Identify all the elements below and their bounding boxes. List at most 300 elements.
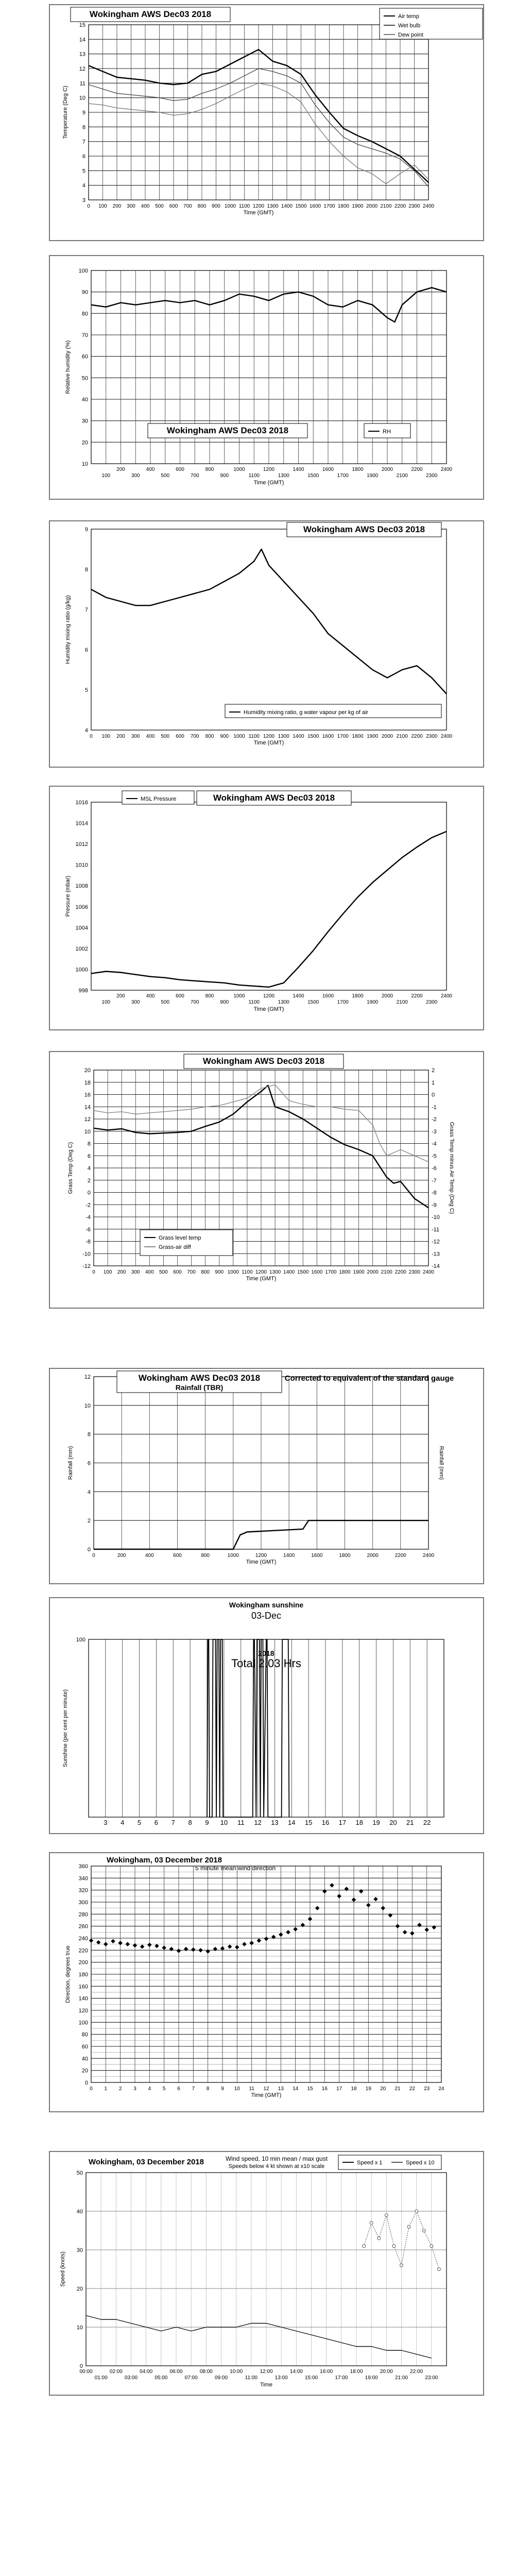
data-point [315, 1906, 319, 1910]
x-tick-label: 00:00 [79, 2369, 93, 2375]
x-tick-label: 1500 [307, 999, 319, 1005]
x-tick-label: 400 [141, 204, 150, 209]
data-point [396, 1924, 400, 1928]
year-label: 2018 [258, 1649, 274, 1657]
x-tick-label: 100 [101, 473, 111, 479]
chart-title: Wokingham AWS Dec03 2018 [303, 524, 425, 534]
y-tick-label: 1000 [75, 967, 88, 973]
x-tick-label: 08:00 [199, 2369, 213, 2375]
x-tick-label: 2400 [440, 734, 453, 739]
y-tick-label: 360 [78, 1863, 88, 1870]
x-tick-label: 1900 [367, 473, 379, 479]
x-tick-label: 800 [197, 204, 207, 209]
x-tick-label: 1100 [248, 999, 260, 1005]
x-tick-label: 500 [159, 1269, 168, 1275]
x-tick-label: 1400 [283, 1269, 295, 1275]
x-tick-label: 600 [173, 1553, 182, 1558]
x-tick-label: 800 [201, 1269, 210, 1275]
data-point [286, 1930, 290, 1934]
x-tick-label: 1800 [337, 204, 350, 209]
x-tick-label: 1500 [307, 473, 319, 479]
y-right-tick-label: 2 [432, 1067, 435, 1074]
data-point [400, 2264, 403, 2267]
x-tick-label: 600 [176, 993, 184, 999]
y-tick-label: 1016 [75, 800, 88, 806]
y-tick-label: 6 [87, 1153, 91, 1160]
x-tick-label: 1800 [339, 1553, 351, 1558]
x-tick-label: 3 [133, 2086, 136, 2092]
wind-direction-chart [50, 1853, 483, 2111]
x-tick-label: 400 [145, 1269, 154, 1275]
y-tick-label: 120 [78, 2008, 88, 2014]
x-tick-label: 2400 [440, 993, 453, 999]
x-tick-label: 1700 [325, 1269, 337, 1275]
x-tick-label: 03:00 [124, 2375, 138, 2381]
data-point [381, 1906, 385, 1910]
y-tick-label: -2 [85, 1202, 91, 1209]
y-tick-label: 220 [78, 1947, 88, 1954]
chart-panel-rainfall [49, 1368, 484, 1584]
y-axis-title: Speed (knots) [60, 2251, 66, 2287]
data-point [345, 1887, 349, 1891]
x-tick-label: 1100 [248, 734, 260, 739]
x-tick-label: 1200 [255, 1553, 267, 1558]
y-tick-label: 10 [84, 1128, 91, 1135]
x-tick-label: 1100 [242, 1269, 253, 1275]
x-tick-label: 13 [271, 1819, 279, 1826]
chart-panel-humidity [49, 255, 484, 500]
x-tick-label: 20:00 [380, 2369, 393, 2375]
x-tick-label: 100 [101, 734, 111, 739]
data-point [363, 2245, 366, 2248]
y-tick-label: 40 [76, 2209, 83, 2215]
y-tick-label: 4 [84, 727, 88, 734]
x-tick-label: 2000 [367, 1269, 379, 1275]
x-tick-label: 16 [321, 2086, 328, 2092]
y-tick-label: 9 [82, 110, 85, 116]
x-tick-label: 1200 [252, 204, 265, 209]
x-tick-label: 0 [90, 734, 93, 739]
x-tick-label: 18 [355, 1819, 363, 1826]
y-tick-label: 180 [78, 1972, 88, 1978]
x-tick-label: 13:00 [274, 2375, 288, 2381]
y-tick-label: 160 [78, 1984, 88, 1990]
data-point [228, 1944, 232, 1948]
data-point [403, 1930, 407, 1934]
y-tick-label: 8 [84, 567, 88, 573]
data-point [205, 1949, 210, 1953]
y-tick-label: 0 [84, 2080, 88, 2086]
y-tick-label: 16 [84, 1092, 91, 1098]
x-tick-label: 1400 [283, 1553, 295, 1558]
y-tick-label: 30 [81, 418, 88, 425]
series-line [86, 2316, 432, 2359]
y-right-tick-label: -14 [432, 1263, 440, 1269]
x-tick-label: 700 [183, 204, 192, 209]
x-tick-label: 0 [87, 204, 90, 209]
humidity-chart [50, 256, 483, 499]
data-point [417, 1923, 421, 1927]
y-tick-label: 12 [84, 1374, 91, 1380]
x-tick-label: 500 [155, 204, 164, 209]
chart-subtitle: 03-Dec [251, 1611, 282, 1621]
x-tick-label: 07:00 [184, 2375, 198, 2381]
y-tick-label: 260 [78, 1923, 88, 1930]
x-tick-label: 700 [187, 1269, 196, 1275]
x-tick-label: 23 [424, 2086, 430, 2092]
data-point [422, 2229, 425, 2232]
x-axis-title: Time [260, 2382, 273, 2388]
data-point [126, 1942, 130, 1946]
x-tick-label: 500 [161, 999, 170, 1005]
chart-note: Corrected to equivalent of the standard gauge [284, 1374, 454, 1383]
x-tick-label: 1100 [248, 473, 260, 479]
x-tick-label: 1500 [295, 204, 307, 209]
x-axis-title: Time (GMT) [243, 210, 274, 216]
data-point [407, 2225, 410, 2228]
x-tick-label: 9 [221, 2086, 224, 2092]
x-tick-label: 1000 [233, 734, 245, 739]
x-tick-label: 600 [176, 734, 184, 739]
y-tick-label: 340 [78, 1875, 88, 1882]
data-point [301, 1923, 305, 1927]
x-tick-label: 2000 [381, 993, 393, 999]
y-tick-label: 5 [84, 687, 88, 693]
x-tick-label: 0 [92, 1269, 95, 1275]
legend-box [140, 1230, 233, 1256]
y-right-tick-label: -5 [432, 1153, 437, 1160]
y-tick-label: 6 [82, 154, 85, 160]
x-tick-label: 2100 [396, 734, 408, 739]
x-tick-label: 16:00 [320, 2369, 333, 2375]
data-point [111, 1939, 115, 1943]
y-tick-label: 4 [87, 1489, 91, 1496]
y-right-tick-label: -6 [432, 1165, 437, 1172]
y-tick-label: 200 [78, 1959, 88, 1966]
legend-label: Dew point [398, 32, 423, 38]
x-tick-label: 19 [372, 1819, 380, 1826]
x-tick-label: 8 [188, 1819, 192, 1826]
chart-subtitle: Wind speed, 10 min mean / max gust [225, 2155, 328, 2162]
data-point [96, 1940, 100, 1944]
x-tick-label: 400 [146, 467, 155, 472]
x-tick-label: 1300 [269, 1269, 281, 1275]
data-point [118, 1941, 122, 1945]
x-tick-label: 500 [161, 473, 170, 479]
y-tick-label: 14 [84, 1104, 91, 1111]
x-tick-label: 17:00 [335, 2375, 348, 2381]
data-point [140, 1944, 144, 1948]
data-point [424, 1927, 428, 1931]
y-axis-title: Grass Temp (Deg C) [67, 1142, 74, 1194]
chart-panel-mixing-ratio [49, 520, 484, 768]
chart-subtitle: 5 minute mean wind direction [195, 1865, 276, 1872]
chart-title: Wokingham AWS Dec03 2018 [213, 793, 335, 803]
data-point [242, 1942, 246, 1946]
x-tick-label: 1600 [322, 467, 334, 472]
y-tick-label: 2 [87, 1177, 91, 1184]
y-tick-label: 60 [81, 353, 88, 360]
y-tick-label: 1008 [75, 883, 88, 890]
x-tick-label: 3 [104, 1819, 108, 1826]
y-tick-label: 0 [87, 1190, 91, 1196]
y-tick-label: 300 [78, 1900, 88, 1906]
data-point [388, 1913, 392, 1917]
x-tick-label: 1500 [307, 734, 319, 739]
x-tick-label: 10 [220, 1819, 228, 1826]
x-tick-label: 23:00 [425, 2375, 438, 2381]
x-axis-title: Time (GMT) [253, 740, 284, 746]
x-tick-label: 1900 [367, 734, 379, 739]
x-tick-label: 300 [131, 734, 140, 739]
y-tick-label: 8 [87, 1141, 91, 1147]
x-tick-label: 1700 [337, 999, 349, 1005]
x-tick-label: 04:00 [140, 2369, 153, 2375]
x-tick-label: 200 [112, 204, 122, 209]
y-tick-label: 320 [78, 1887, 88, 1894]
x-tick-label: 1600 [309, 204, 321, 209]
x-tick-label: 2200 [394, 1553, 406, 1558]
x-tick-label: 17 [338, 1819, 347, 1826]
x-tick-label: 21 [406, 1819, 414, 1826]
x-tick-label: 24 [438, 2086, 444, 2092]
x-tick-label: 2300 [426, 999, 438, 1005]
x-tick-label: 1300 [267, 204, 279, 209]
x-tick-label: 2000 [366, 204, 378, 209]
data-point [330, 1883, 334, 1887]
chart-title: Wokingham sunshine [229, 1601, 304, 1609]
x-tick-label: 19 [365, 2086, 371, 2092]
y-tick-label: 20 [81, 439, 88, 446]
data-point [279, 1933, 283, 1937]
y-tick-label: 70 [81, 332, 88, 338]
x-tick-label: 2200 [411, 467, 423, 472]
x-tick-label: 5 [162, 2086, 166, 2092]
x-tick-label: 1200 [255, 1269, 267, 1275]
data-point [437, 2268, 440, 2271]
data-point [191, 1947, 195, 1952]
x-tick-label: 200 [116, 467, 125, 472]
y-tick-label: 0 [79, 2363, 83, 2369]
y-tick-label: 15 [79, 22, 85, 28]
y-tick-label: 7 [84, 607, 88, 613]
y-tick-label: 6 [87, 1460, 91, 1467]
x-axis-title: Time (GMT) [251, 2092, 282, 2098]
data-point [154, 1944, 159, 1948]
x-axis-title: Time (GMT) [253, 480, 284, 486]
x-tick-label: 15 [304, 1819, 313, 1826]
y-tick-label: 40 [81, 397, 88, 403]
data-point [271, 1935, 276, 1939]
x-tick-label: 1900 [367, 999, 379, 1005]
x-tick-label: 2400 [440, 467, 453, 472]
legend-label: Air temp [398, 13, 419, 20]
y-tick-label: 20 [81, 2067, 88, 2074]
x-tick-label: 22:00 [410, 2369, 423, 2375]
data-point [264, 1937, 268, 1941]
y-right-tick-label: -11 [432, 1226, 440, 1233]
x-tick-label: 1200 [263, 467, 275, 472]
x-tick-label: 700 [190, 734, 199, 739]
y-right-axis-title: Grass Temp minus Air Temp (Deg C) [449, 1122, 455, 1214]
x-axis-title: Time (GMT) [246, 1276, 277, 1282]
chart-panel-pressure [49, 786, 484, 1030]
chart-title: Wokingham AWS Dec03 2018 [166, 426, 289, 435]
y-tick-label: 8 [87, 1431, 91, 1438]
y-right-tick-label: -7 [432, 1177, 437, 1184]
y-tick-label: 5 [82, 168, 85, 175]
y-tick-label: 20 [76, 2286, 83, 2292]
x-tick-label: 10 [234, 2086, 240, 2092]
x-tick-label: 100 [98, 204, 107, 209]
y-tick-label: 1002 [75, 945, 88, 952]
data-point [308, 1917, 312, 1921]
sunshine-chart [50, 1598, 483, 1833]
data-point [430, 2245, 433, 2248]
chart-subtitle: Rainfall (TBR) [175, 1383, 224, 1392]
y-right-tick-label: -4 [432, 1141, 437, 1147]
x-tick-label: 2200 [394, 1269, 406, 1275]
data-point [249, 1941, 253, 1945]
data-point [385, 2214, 388, 2217]
x-tick-label: 2200 [394, 204, 406, 209]
data-point [257, 1938, 261, 1942]
x-tick-label: 1500 [297, 1269, 309, 1275]
legend-label: Wet bulb [398, 23, 421, 29]
x-tick-label: 19:00 [365, 2375, 378, 2381]
y-right-tick-label: -2 [432, 1116, 437, 1123]
y-tick-label: 1014 [75, 820, 88, 827]
data-point [169, 1947, 174, 1951]
x-tick-label: 1600 [322, 993, 334, 999]
x-tick-label: 900 [215, 1269, 224, 1275]
y-tick-label: -10 [82, 1251, 91, 1258]
y-tick-label: 100 [76, 1637, 85, 1643]
y-tick-label: 2 [87, 1518, 91, 1524]
series-line [91, 549, 447, 694]
chart-title: Wokingham AWS Dec03 2018 [202, 1056, 325, 1066]
y-tick-label: 3 [82, 197, 85, 204]
x-tick-label: 2100 [396, 473, 408, 479]
x-tick-label: 700 [190, 999, 199, 1005]
chart-title: Wokingham AWS Dec03 2018 [138, 1373, 261, 1383]
x-tick-label: 6 [154, 1819, 159, 1826]
x-tick-label: 1700 [337, 473, 349, 479]
x-tick-label: 200 [117, 1553, 126, 1558]
x-tick-label: 16 [321, 1819, 330, 1826]
data-point [415, 2210, 418, 2213]
x-tick-label: 2100 [396, 999, 408, 1005]
x-tick-label: 1200 [263, 734, 275, 739]
y-right-axis-title: Rainfall (mm) [438, 1446, 444, 1480]
y-tick-label: 0 [87, 1547, 91, 1553]
data-point [293, 1927, 297, 1931]
x-tick-label: 1400 [293, 734, 304, 739]
x-tick-label: 1700 [323, 204, 335, 209]
y-tick-label: 280 [78, 1911, 88, 1918]
data-point [352, 1897, 356, 1902]
y-tick-label: -6 [85, 1226, 91, 1233]
data-point [213, 1947, 217, 1951]
x-tick-label: 2100 [380, 204, 392, 209]
x-tick-label: 1600 [311, 1269, 323, 1275]
legend-label: MSL Pressure [141, 796, 177, 802]
x-tick-label: 1400 [293, 467, 304, 472]
x-tick-label: 800 [205, 467, 214, 472]
x-tick-label: 01:00 [94, 2375, 108, 2381]
x-tick-label: 100 [103, 1269, 112, 1275]
data-point [370, 2222, 373, 2225]
chart-panel-sunshine [49, 1597, 484, 1834]
x-tick-label: 12:00 [260, 2369, 273, 2375]
x-tick-label: 1300 [278, 473, 289, 479]
wind-speed-chart [50, 2152, 483, 2395]
y-axis-title: Rainfall (mm) [67, 1446, 74, 1480]
x-tick-label: 600 [176, 467, 184, 472]
x-tick-label: 1400 [281, 204, 293, 209]
x-tick-label: 2000 [381, 734, 393, 739]
y-tick-label: 10 [79, 95, 85, 101]
y-tick-label: 1010 [75, 862, 88, 869]
x-tick-label: 11 [237, 1819, 245, 1826]
x-tick-label: 10:00 [230, 2369, 243, 2375]
y-right-tick-label: -10 [432, 1214, 440, 1221]
x-tick-label: 14 [293, 2086, 299, 2092]
chart-panel-temperature [49, 4, 484, 241]
x-tick-label: 900 [220, 473, 229, 479]
legend-label: Humidity mixing ratio, g water vapour per kg of air [244, 709, 369, 716]
x-tick-label: 1400 [293, 993, 304, 999]
x-tick-label: 800 [205, 993, 214, 999]
x-tick-label: 18:00 [350, 2369, 363, 2375]
x-tick-label: 2300 [426, 473, 438, 479]
chart-panel-wind-speed [49, 2151, 484, 2396]
total-label: Total 2.03 Hrs [231, 1657, 301, 1670]
y-right-tick-label: 1 [432, 1079, 435, 1086]
data-point [104, 1942, 108, 1946]
x-tick-label: 20 [389, 1819, 397, 1826]
x-tick-label: 2200 [411, 993, 423, 999]
data-point [184, 1947, 188, 1951]
y-axis-title: Pressure (mbar) [65, 875, 71, 917]
legend-label: Speed x 1 [357, 2160, 383, 2166]
y-right-tick-label: -13 [432, 1251, 440, 1258]
x-tick-label: 1000 [233, 467, 245, 472]
y-tick-label: 998 [78, 988, 88, 994]
x-tick-label: 2 [118, 2086, 122, 2092]
x-tick-label: 2400 [422, 1269, 435, 1275]
y-tick-label: 100 [78, 268, 88, 274]
data-point [410, 1931, 414, 1935]
x-tick-label: 9 [205, 1819, 209, 1826]
x-tick-label: 300 [131, 473, 140, 479]
data-point [377, 2237, 381, 2240]
data-point [162, 1945, 166, 1950]
y-tick-label: 1004 [75, 925, 88, 931]
data-point [177, 1948, 181, 1953]
y-tick-label: -4 [85, 1214, 91, 1221]
x-tick-label: 2200 [411, 734, 423, 739]
y-axis-title: Direction, degrees true [65, 1945, 71, 2003]
x-tick-label: 02:00 [109, 2369, 123, 2375]
y-tick-label: 7 [82, 139, 85, 145]
x-tick-label: 1800 [352, 993, 364, 999]
x-tick-label: 20 [380, 2086, 386, 2092]
x-tick-label: 2100 [381, 1269, 392, 1275]
x-tick-label: 500 [161, 734, 170, 739]
x-tick-label: 13 [278, 2086, 284, 2092]
x-tick-label: 22 [409, 2086, 415, 2092]
